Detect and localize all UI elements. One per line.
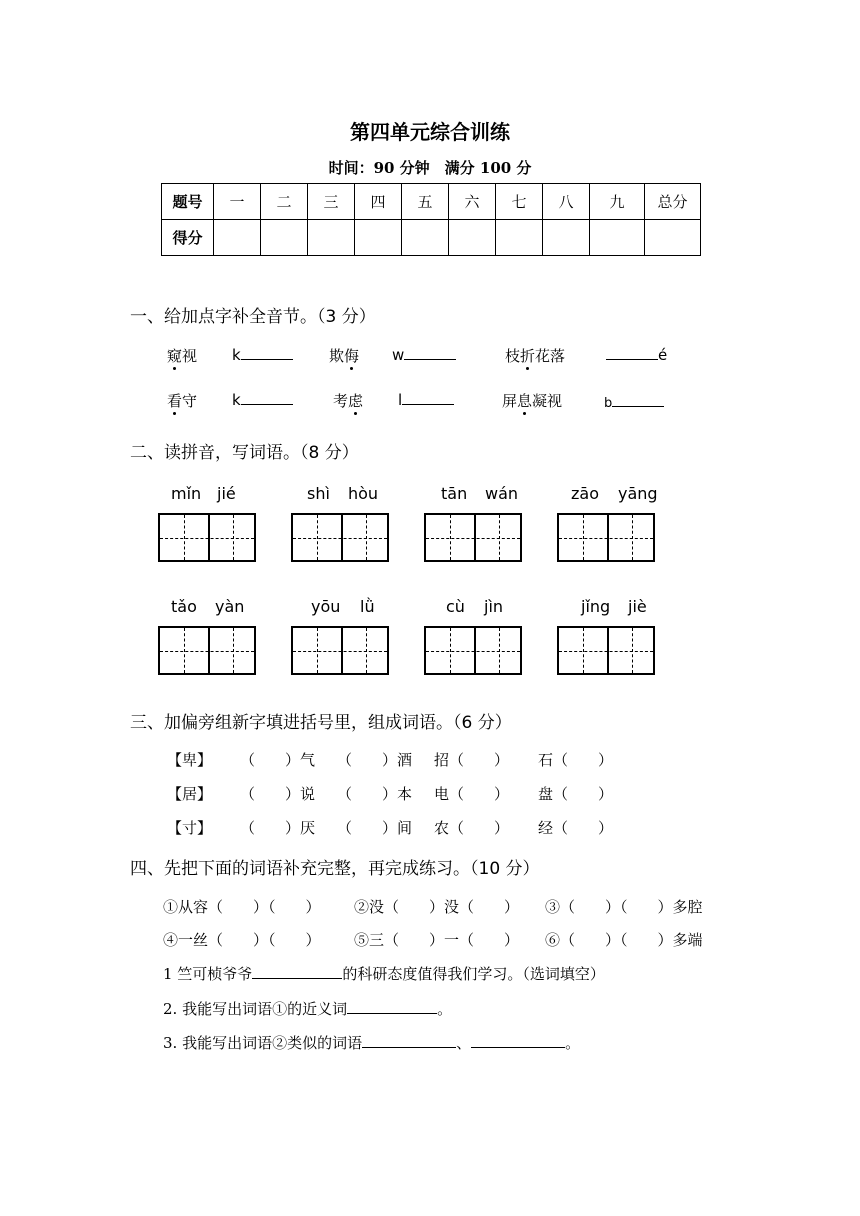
idiom-item[interactable]: ①从容（ ）（ ） bbox=[163, 898, 321, 916]
pinyin-item bbox=[333, 390, 363, 411]
radical-label: 【寸】 bbox=[167, 819, 213, 837]
answer-blank[interactable] bbox=[232, 345, 293, 364]
score-cell[interactable] bbox=[449, 220, 496, 256]
pinyin-label: mǐn bbox=[171, 484, 202, 503]
score-cell[interactable] bbox=[355, 220, 402, 256]
word-text: 枝 bbox=[505, 347, 521, 365]
table-row-label: 题号 bbox=[162, 184, 214, 220]
question-2 bbox=[163, 998, 452, 1019]
question-text: 2. 我能写出词语①的近义词 bbox=[163, 1000, 348, 1018]
initial-letter: é bbox=[658, 346, 668, 364]
initial-letter: k bbox=[232, 391, 241, 409]
dotted-char: 看 bbox=[167, 392, 183, 410]
question-text: 1 竺可桢爷爷 bbox=[163, 965, 253, 983]
initial-letter: w bbox=[392, 346, 405, 364]
section2-heading: 二、读拼音，写词语。（8 分） bbox=[130, 443, 359, 463]
dotted-char: 侮 bbox=[344, 347, 360, 365]
score-cell[interactable] bbox=[308, 220, 355, 256]
table-header-cell: 一 bbox=[214, 184, 261, 220]
table-header-cell: 八 bbox=[543, 184, 590, 220]
table-header-cell: 五 bbox=[402, 184, 449, 220]
fill-item[interactable]: 电（ ） bbox=[434, 785, 510, 803]
answer-blank[interactable] bbox=[606, 345, 667, 364]
question-text: 3. 我能写出词语②类似的词语 bbox=[163, 1034, 363, 1052]
writing-grid[interactable] bbox=[158, 626, 256, 675]
score-cell[interactable] bbox=[261, 220, 308, 256]
answer-blank[interactable] bbox=[392, 345, 456, 364]
writing-grid[interactable] bbox=[557, 626, 655, 675]
pinyin-label: yāng bbox=[618, 484, 658, 503]
pinyin-item bbox=[329, 345, 359, 366]
table-header-cell: 二 bbox=[261, 184, 308, 220]
fill-item[interactable]: （ ）气 bbox=[240, 751, 316, 769]
initial-letter: b bbox=[604, 396, 613, 411]
fill-item[interactable]: （ ）间 bbox=[337, 819, 413, 837]
writing-grid[interactable] bbox=[158, 513, 256, 562]
answer-blank[interactable] bbox=[362, 1033, 456, 1048]
initial-letter: l bbox=[398, 391, 403, 409]
idiom-item[interactable]: ⑥（ ）（ ）多端 bbox=[545, 931, 703, 949]
word-text: 欺 bbox=[329, 347, 345, 365]
section1-heading: 一、给加点字补全音节。（3 分） bbox=[130, 307, 376, 327]
writing-grid[interactable] bbox=[424, 513, 522, 562]
answer-blank[interactable] bbox=[471, 1033, 565, 1048]
section3-heading: 三、加偏旁组新字填进括号里，组成词语。（6 分） bbox=[130, 713, 512, 733]
idiom-item[interactable]: ②没（ ）没（ ） bbox=[354, 898, 520, 916]
score-cell[interactable] bbox=[543, 220, 590, 256]
writing-grid[interactable] bbox=[557, 513, 655, 562]
score-cell[interactable] bbox=[645, 220, 701, 256]
dotted-char: 窥 bbox=[167, 347, 183, 365]
fill-item[interactable]: （ ）说 bbox=[240, 785, 316, 803]
fill-item[interactable]: 农（ ） bbox=[434, 819, 510, 837]
writing-grid[interactable] bbox=[291, 626, 389, 675]
fill-item[interactable]: 盘（ ） bbox=[538, 785, 614, 803]
score-cell[interactable] bbox=[214, 220, 261, 256]
radical-label: 【居】 bbox=[167, 785, 213, 803]
pinyin-label: shì bbox=[307, 484, 330, 503]
question-text: 、 bbox=[456, 1034, 472, 1052]
question-text: 。 bbox=[565, 1034, 581, 1052]
pinyin-label: jǐng bbox=[581, 597, 611, 616]
fill-item[interactable]: 石（ ） bbox=[538, 751, 614, 769]
table-row-label: 得分 bbox=[162, 220, 214, 256]
answer-blank[interactable] bbox=[398, 390, 454, 409]
pinyin-item bbox=[167, 390, 197, 411]
page-title: 第四单元综合训练 bbox=[350, 120, 510, 144]
idiom-item[interactable]: ④一丝（ ）（ ） bbox=[163, 931, 321, 949]
answer-blank[interactable] bbox=[232, 390, 293, 409]
section4-heading: 四、先把下面的词语补充完整，再完成练习。（10 分） bbox=[130, 859, 540, 879]
pinyin-item bbox=[505, 345, 565, 366]
table-header-cell: 六 bbox=[449, 184, 496, 220]
score-cell[interactable] bbox=[496, 220, 543, 256]
dotted-char: 折 bbox=[520, 347, 536, 365]
table-header-cell: 四 bbox=[355, 184, 402, 220]
answer-blank[interactable] bbox=[252, 964, 342, 979]
word-text: 守 bbox=[182, 392, 198, 410]
idiom-item[interactable]: ③（ ）（ ）多腔 bbox=[545, 898, 703, 916]
pinyin-item bbox=[167, 345, 197, 366]
dotted-char: 虑 bbox=[348, 392, 364, 410]
table-header-cell: 九 bbox=[590, 184, 645, 220]
initial-letter: k bbox=[232, 346, 241, 364]
pinyin-label: tǎo bbox=[171, 597, 197, 616]
writing-grid[interactable] bbox=[424, 626, 522, 675]
question-1 bbox=[163, 963, 605, 984]
pinyin-item bbox=[502, 390, 562, 411]
fill-item[interactable]: 经（ ） bbox=[538, 819, 614, 837]
fill-item[interactable]: 招（ ） bbox=[434, 751, 510, 769]
fill-item[interactable]: （ ）本 bbox=[337, 785, 413, 803]
radical-label: 【卑】 bbox=[167, 751, 213, 769]
question-3 bbox=[163, 1032, 580, 1053]
pinyin-label: jìn bbox=[484, 597, 504, 616]
word-text: 视 bbox=[182, 347, 198, 365]
table-row bbox=[162, 220, 701, 256]
idiom-item[interactable]: ⑤三（ ）一（ ） bbox=[354, 931, 520, 949]
word-text: 花落 bbox=[535, 347, 566, 365]
score-table bbox=[161, 183, 701, 256]
word-text: 凝视 bbox=[532, 392, 563, 410]
pinyin-label: yàn bbox=[215, 597, 245, 616]
table-row bbox=[162, 184, 701, 220]
pinyin-label: lǜ bbox=[360, 597, 375, 616]
table-header-cell: 七 bbox=[496, 184, 543, 220]
pinyin-label: jiè bbox=[628, 597, 647, 616]
pinyin-label: cù bbox=[446, 597, 465, 616]
word-text: 屏 bbox=[502, 392, 518, 410]
fill-item[interactable]: （ ）酒 bbox=[337, 751, 413, 769]
score-cell[interactable] bbox=[402, 220, 449, 256]
pinyin-label: wán bbox=[485, 484, 519, 503]
score-cell[interactable] bbox=[590, 220, 645, 256]
answer-blank[interactable] bbox=[347, 999, 437, 1014]
dotted-char: 息 bbox=[517, 392, 533, 410]
question-text: 。 bbox=[437, 1000, 453, 1018]
question-text: 的科研态度值得我们学习。（选词填空） bbox=[342, 965, 605, 983]
pinyin-label: zāo bbox=[571, 484, 599, 503]
answer-blank[interactable] bbox=[604, 392, 664, 411]
writing-grid[interactable] bbox=[291, 513, 389, 562]
table-header-cell: 三 bbox=[308, 184, 355, 220]
word-text: 考 bbox=[333, 392, 349, 410]
fill-item[interactable]: （ ）厌 bbox=[240, 819, 316, 837]
table-header-cell: 总分 bbox=[645, 184, 701, 220]
pinyin-label: hòu bbox=[348, 484, 379, 503]
pinyin-label: yōu bbox=[311, 597, 341, 616]
exam-info: 时间：90 分钟 满分 100 分 bbox=[328, 159, 532, 177]
pinyin-label: jié bbox=[217, 484, 236, 503]
pinyin-label: tān bbox=[441, 484, 468, 503]
